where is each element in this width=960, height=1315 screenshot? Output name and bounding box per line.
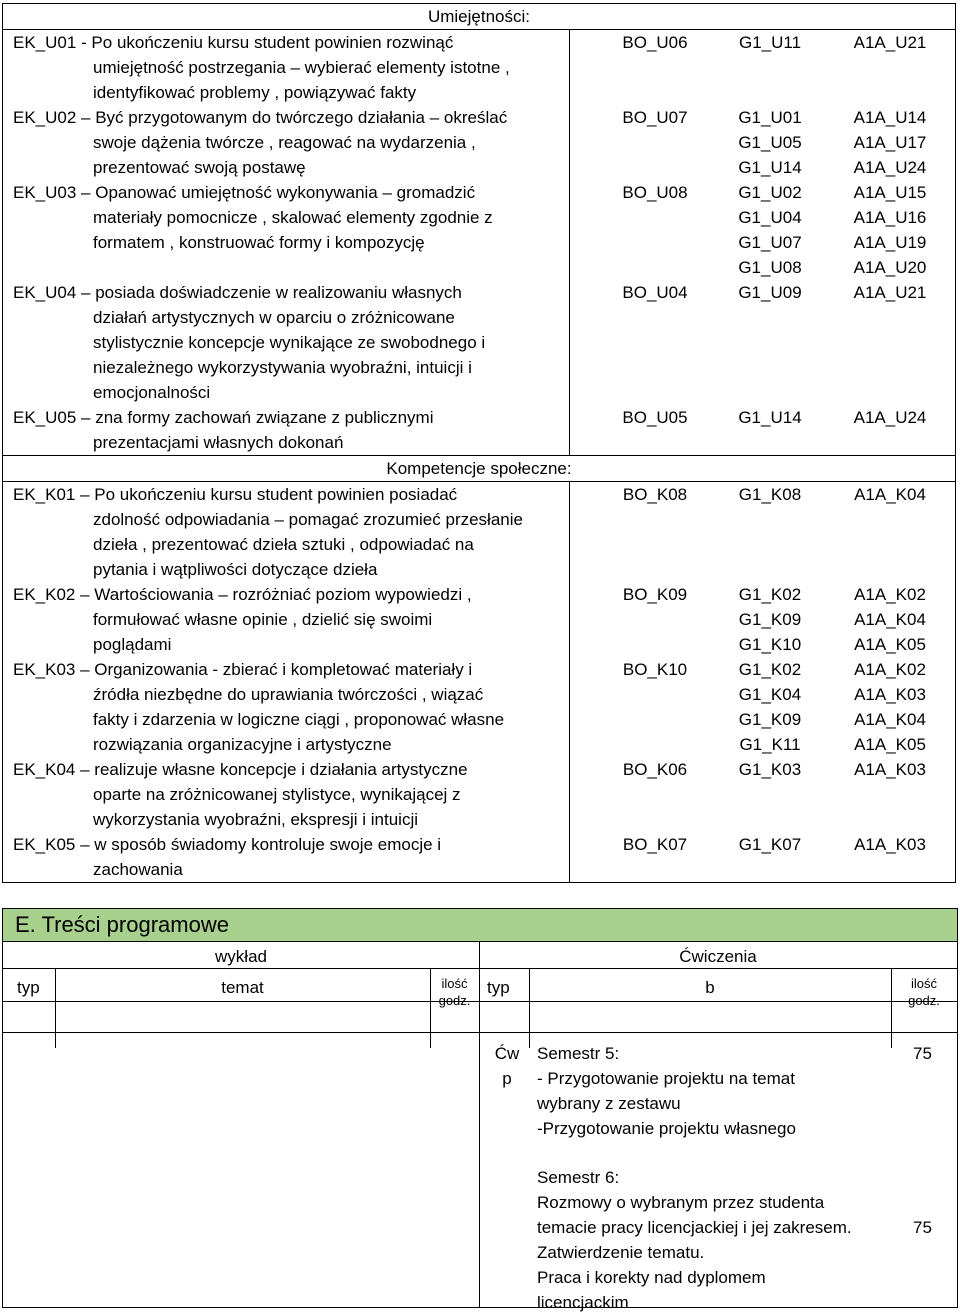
outcome-codes (570, 657, 956, 757)
a1a-codes (830, 280, 950, 305)
outcome-description (3, 180, 570, 280)
g1-codes (720, 482, 820, 507)
description-line: EK_K04 – realizuje własne koncepcje i działania artystyczne (13, 760, 468, 779)
description-line: pytania i wątpliwości dotyczące dzieła (93, 560, 378, 579)
a1a-codes-code: A1A_K04 (854, 710, 926, 729)
bo-codes-code: BO_U04 (622, 283, 688, 302)
a1a-codes-code: A1A_U20 (853, 258, 927, 277)
outcome-row (3, 280, 956, 405)
g1-codes-code: G1_K02 (738, 660, 802, 679)
content-line: Semestr 5: (537, 1044, 620, 1063)
content-line: Rozmowy o wybranym przez studenta (537, 1193, 825, 1212)
bo-codes (590, 757, 720, 782)
bo-codes (590, 657, 720, 682)
description-line: działań artystycznych w oparciu o zróżnicowane (93, 308, 455, 327)
outcome-description (3, 105, 570, 180)
a1a-codes (830, 482, 950, 507)
col-ilosc2-header: ilość godz. (908, 976, 940, 1008)
program-content-section (2, 908, 958, 1312)
description-line: EK_K03 – Organizowania - zbierać i kompletować materiały i (13, 660, 473, 679)
a1a-codes-code: A1A_K03 (854, 685, 926, 704)
outcome-description (3, 482, 570, 583)
wyklad-header: wykład (215, 947, 267, 966)
description-line: zachowania (93, 860, 183, 879)
bo-codes (590, 30, 720, 55)
g1-codes-code: G1_U08 (738, 258, 802, 277)
g1-codes-code: G1_U02 (738, 183, 802, 202)
a1a-codes (830, 582, 950, 657)
a1a-codes-code: A1A_K02 (854, 585, 926, 604)
description-line: źródła niezbędne do uprawiania twórczości , wiązać (93, 685, 484, 704)
section-title: E. Treści programowe (3, 909, 957, 942)
g1-codes-code: G1_K07 (738, 835, 802, 854)
bo-codes-code: BO_U05 (622, 408, 688, 427)
col-ilosc-header: ilość godz. (438, 976, 471, 1008)
content-line: licencjackim (537, 1293, 629, 1312)
a1a-codes (830, 105, 950, 180)
a1a-codes-code: A1A_U21 (853, 283, 927, 302)
g1-codes-code: G1_K09 (738, 710, 802, 729)
bo-codes-code: BO_K07 (622, 835, 688, 854)
description-line: formułować własne opinie , dzielić się swoimi (93, 610, 433, 629)
a1a-codes-code: A1A_U24 (853, 158, 927, 177)
description-line: identyfikować problemy , powiązywać fakty (93, 83, 417, 102)
cwiczenia-header: Ćwiczenia (679, 947, 757, 966)
outcome-description (3, 405, 570, 456)
a1a-codes (830, 405, 950, 430)
cw-type: Ćw p (494, 1044, 520, 1088)
description-line: EK_U03 – Opanować umiejętność wykonywania – gromadzić (13, 183, 476, 202)
description-line: stylistycznie koncepcje wynikające ze swobodnego i (93, 333, 486, 352)
content-line: Semestr 6: (537, 1168, 620, 1187)
g1-codes-code: G1_U11 (738, 33, 802, 52)
col-typ-header: typ (17, 978, 40, 997)
bo-codes (590, 180, 720, 205)
g1-codes-code: G1_K03 (738, 760, 802, 779)
outcome-codes (570, 482, 956, 583)
bo-codes (590, 405, 720, 430)
g1-codes-code: G1_K09 (738, 610, 802, 629)
outcome-row (3, 832, 956, 883)
g1-codes (720, 757, 820, 782)
outcome-row (3, 657, 956, 757)
a1a-codes-code: A1A_U17 (853, 133, 927, 152)
content-line: -Przygotowanie projektu własnego (537, 1119, 796, 1138)
semester-6-content (537, 1165, 852, 1265)
bo-codes (590, 582, 720, 607)
col-typ2-header: typ (487, 978, 510, 997)
description-line: EK_K01 – Po ukończeniu kursu student powinien posiadać (13, 485, 458, 504)
g1-codes (720, 105, 820, 180)
bo-codes-code: BO_K06 (622, 760, 688, 779)
kompetencje-header-label: Kompetencje społeczne: (386, 459, 572, 478)
a1a-codes-code: A1A_U21 (853, 33, 927, 52)
description-line: prezentować swoją postawę (93, 158, 306, 177)
description-line: rozwiązania organizacyjne i artystyczne (93, 735, 392, 754)
a1a-codes-code: A1A_K05 (854, 735, 926, 754)
bo-codes-code: BO_U06 (622, 33, 688, 52)
g1-codes-code: G1_K02 (738, 585, 802, 604)
description-line: prezentacjami własnych dokonań (93, 433, 344, 452)
program-grid (3, 942, 957, 1312)
bo-codes-code: BO_K08 (622, 485, 688, 504)
a1a-codes-code: A1A_K04 (854, 610, 926, 629)
g1-codes-code: G1_U04 (738, 208, 802, 227)
description-line: niezależnego wykorzystywania wyobraźni, intuicji i (93, 358, 472, 377)
a1a-codes-code: A1A_U19 (853, 233, 927, 252)
g1-codes (720, 582, 820, 657)
outcome-row (3, 482, 956, 583)
outcome-description (3, 832, 570, 883)
outcome-row (3, 582, 956, 657)
description-line: oparte na zróżnicowanej stylistyce, wynikającej z (93, 785, 461, 804)
description-line: formatem , konstruować formy i kompozycję (93, 233, 425, 252)
bo-codes (590, 832, 720, 857)
g1-codes-code: G1_K04 (738, 685, 802, 704)
description-line: EK_U01 - Po ukończeniu kursu student powinien rozwinąć (13, 33, 454, 52)
divider (3, 1032, 957, 1033)
divider (3, 1001, 957, 1002)
outcome-row (3, 757, 956, 832)
bo-codes-code: BO_U08 (622, 183, 688, 202)
description-line: EK_K05 – w sposób świadomy kontroluje swoje emocje i (13, 835, 442, 854)
g1-codes-code: G1_U14 (738, 408, 802, 427)
description-line: poglądami (93, 635, 172, 654)
umiejetnosci-header-label: Umiejętności: (427, 7, 531, 26)
description-line: EK_U04 – posiada doświadczenie w realizowaniu własnych (13, 283, 462, 302)
description-line: EK_U02 – Być przygotowanym do twórczego działania – określać (13, 108, 508, 127)
semester-5-content (537, 1041, 796, 1141)
description-line: swoje dążenia twórcze , reagować na wydarzenia , (93, 133, 476, 152)
outcome-codes (570, 105, 956, 180)
description-line: fakty i zdarzenia w logiczne ciągi , proponować własne (93, 710, 505, 729)
a1a-codes-code: A1A_K03 (854, 835, 926, 854)
description-line: zdolność odpowiadania – pomagać zrozumieć przesłanie (93, 510, 523, 529)
bo-codes-code: BO_K09 (622, 585, 688, 604)
content-line: Zatwierdzenie tematu. (537, 1243, 705, 1262)
g1-codes-code: G1_U14 (738, 158, 802, 177)
content-line: wybrany z zestawu (537, 1094, 681, 1113)
bo-codes (590, 105, 720, 130)
a1a-codes-code: A1A_K02 (854, 660, 926, 679)
description-line: materiały pomocnicze , skalować elementy zgodnie z (93, 208, 493, 227)
g1-codes-code: G1_U07 (738, 233, 802, 252)
bo-codes-code: BO_U07 (622, 108, 688, 127)
semester-6-hours: 75 (913, 1218, 932, 1237)
g1-codes (720, 180, 820, 280)
a1a-codes-code: A1A_K05 (854, 635, 926, 654)
outcome-codes (570, 832, 956, 883)
divider (479, 942, 480, 1307)
outcome-row (3, 405, 956, 456)
outcome-row (3, 30, 956, 106)
outcome-row (3, 180, 956, 280)
kompetencje-header (3, 456, 956, 482)
outcome-codes (570, 757, 956, 832)
a1a-codes-code: A1A_U14 (853, 108, 927, 127)
g1-codes-code: G1_K10 (738, 635, 802, 654)
outcome-description (3, 657, 570, 757)
a1a-codes (830, 30, 950, 55)
outcome-codes (570, 30, 956, 106)
bo-codes (590, 482, 720, 507)
a1a-codes (830, 832, 950, 857)
outcomes-table (2, 3, 956, 883)
outcome-codes (570, 582, 956, 657)
content-line: Praca i korekty nad dyplomem (537, 1268, 766, 1287)
a1a-codes-code: A1A_U15 (853, 183, 927, 202)
description-line: emocjonalności (93, 383, 211, 402)
outcome-description (3, 582, 570, 657)
a1a-codes-code: A1A_K03 (854, 760, 926, 779)
a1a-codes-code: A1A_U16 (853, 208, 927, 227)
g1-codes (720, 405, 820, 430)
col-b-header: b (705, 978, 715, 997)
umiejetnosci-header (3, 4, 956, 30)
outcome-row (3, 105, 956, 180)
g1-codes (720, 832, 820, 857)
a1a-codes (830, 180, 950, 280)
bo-codes (590, 280, 720, 305)
a1a-codes (830, 757, 950, 782)
g1-codes (720, 280, 820, 305)
outcome-codes (570, 405, 956, 456)
semester-5-hours: 75 (913, 1044, 932, 1063)
a1a-codes (830, 657, 950, 757)
g1-codes-code: G1_K11 (739, 735, 801, 754)
g1-codes-code: G1_U01 (738, 108, 802, 127)
g1-codes-code: G1_U09 (738, 283, 802, 302)
content-line: - Przygotowanie projektu na temat (537, 1069, 795, 1088)
g1-codes (720, 30, 820, 55)
outcome-description (3, 30, 570, 106)
description-line: wykorzystania wyobraźni, ekspresji i intuicji (93, 810, 419, 829)
description-line: EK_K02 – Wartościowania – rozróżniać poziom wypowiedzi , (13, 585, 472, 604)
bo-codes-code: BO_K10 (622, 660, 688, 679)
col-temat-header: temat (221, 978, 264, 997)
description-line: dzieła , prezentować dzieła sztuki , odpowiadać na (93, 535, 474, 554)
outcome-description (3, 280, 570, 405)
a1a-codes-code: A1A_U24 (853, 408, 927, 427)
content-line: temacie pracy licencjackiej i jej zakresem. (537, 1218, 852, 1237)
outcome-codes (570, 280, 956, 405)
g1-codes (720, 657, 820, 757)
g1-codes-code: G1_U05 (738, 133, 802, 152)
a1a-codes-code: A1A_K04 (854, 485, 926, 504)
description-line: EK_U05 – zna formy zachowań związane z publicznymi (13, 408, 434, 427)
outcome-codes (570, 180, 956, 280)
g1-codes-code: G1_K08 (738, 485, 802, 504)
semester-6-extra (537, 1265, 766, 1315)
outcome-description (3, 757, 570, 832)
description-line: umiejętność postrzegania – wybierać elementy istotne , (93, 58, 510, 77)
